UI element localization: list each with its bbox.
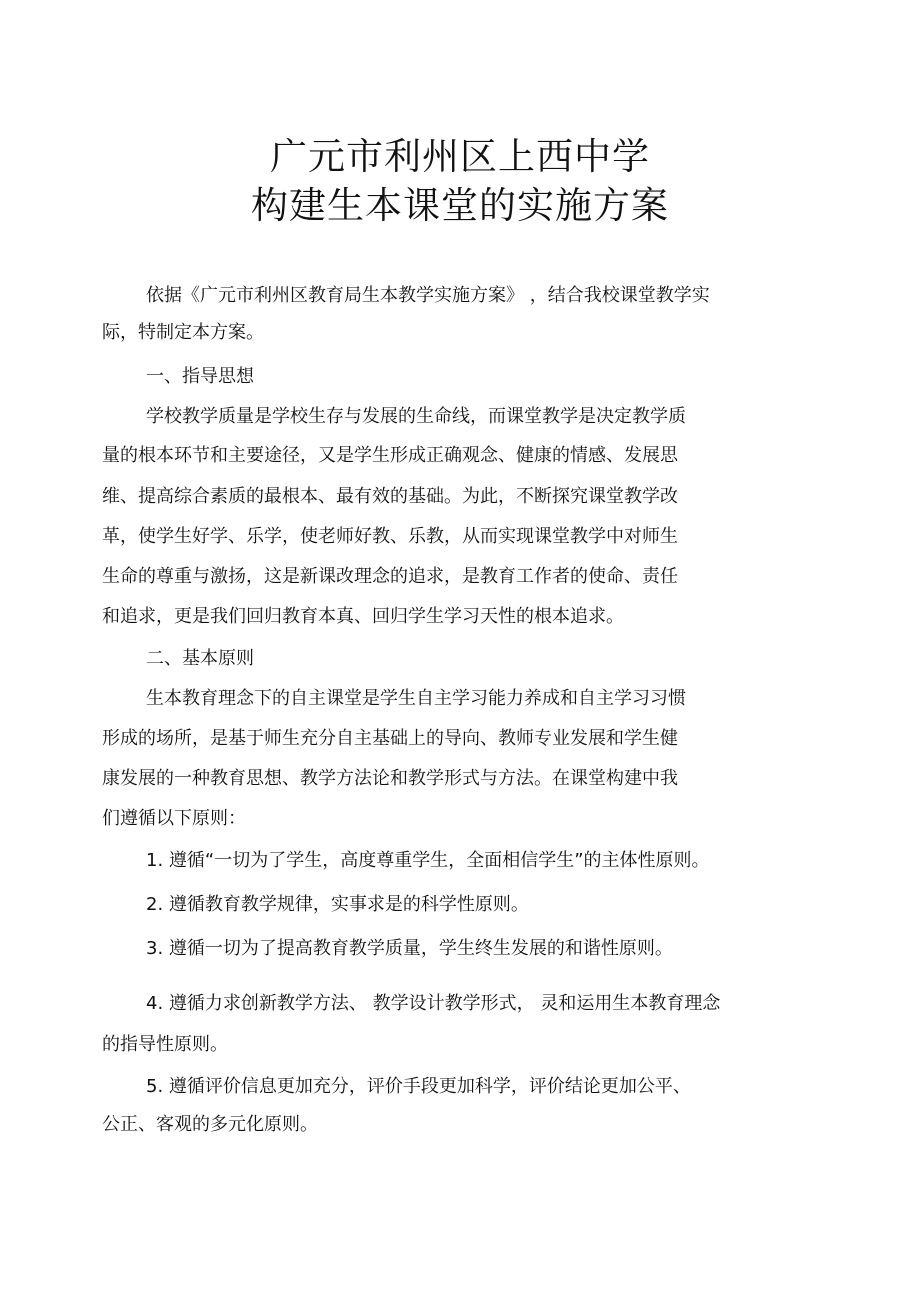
section1-body-line: 革，使学生好学、乐学，使老师好教、乐教，从而实现课堂教学中对师生 — [102, 526, 678, 547]
principle-item: 4. 遵循力求创新教学方法、 教学设计教学形式， 灵和运用生本教育理念 — [146, 993, 721, 1014]
section1-body-line: 维、提高综合素质的最根本、最有效的基础。为此，不断探究课堂教学改 — [102, 486, 678, 507]
principle-item-continuation: 公正、客观的多元化原则。 — [102, 1114, 318, 1135]
intro-line: 际，特制定本方案。 — [102, 322, 264, 343]
section2-body-line: 康发展的一种教育思想、教学方法论和教学形式与方法。在课堂构建中我 — [102, 768, 678, 789]
section-heading-basic-principles: 二、基本原则 — [146, 648, 254, 669]
principle-item: 1. 遵循“一切为了学生，高度尊重学生，全面相信学生”的主体性原则。 — [146, 850, 710, 871]
intro-line: 依据《广元市利州区教育局生本教学实施方案》 ，结合我校课堂教学实 — [146, 285, 710, 306]
section1-body-line: 学校教学质量是学校生存与发展的生命线，而课堂教学是决定教学质 — [146, 406, 686, 427]
document-title-line-2: 构建生本课堂的实施方案 — [251, 184, 669, 227]
principle-item: 3. 遵循一切为了提高教育教学质量，学生终生发展的和谐性原则。 — [146, 938, 673, 959]
principle-item: 2. 遵循教育教学规律，实事求是的科学性原则。 — [146, 894, 529, 915]
section2-body-line: 生本教育理念下的自主课堂是学生自主学习能力养成和自主学习习惯 — [146, 688, 686, 709]
section2-body-line: 形成的场所，是基于师生充分自主基础上的导向、教师专业发展和学生健 — [102, 728, 678, 749]
section2-body-line: 们遵循以下原则： — [102, 808, 246, 829]
principle-item-continuation: 的指导性原则。 — [102, 1034, 228, 1055]
document-title-line-1: 广元市利州区上西中学 — [270, 135, 650, 178]
section1-body-line: 和追求，更是我们回归教育本真、回归学生学习天性的根本追求。 — [102, 606, 624, 627]
principle-item: 5. 遵循评价信息更加充分，评价手段更加科学，评价结论更加公平、 — [146, 1076, 691, 1097]
section1-body-line: 量的根本环节和主要途径，又是学生形成正确观念、健康的情感、发展思 — [102, 445, 678, 466]
section1-body-line: 生命的尊重与激扬，这是新课改理念的追求，是教育工作者的使命、责任 — [102, 566, 678, 587]
section-heading-guiding-ideology: 一、指导思想 — [146, 366, 254, 387]
